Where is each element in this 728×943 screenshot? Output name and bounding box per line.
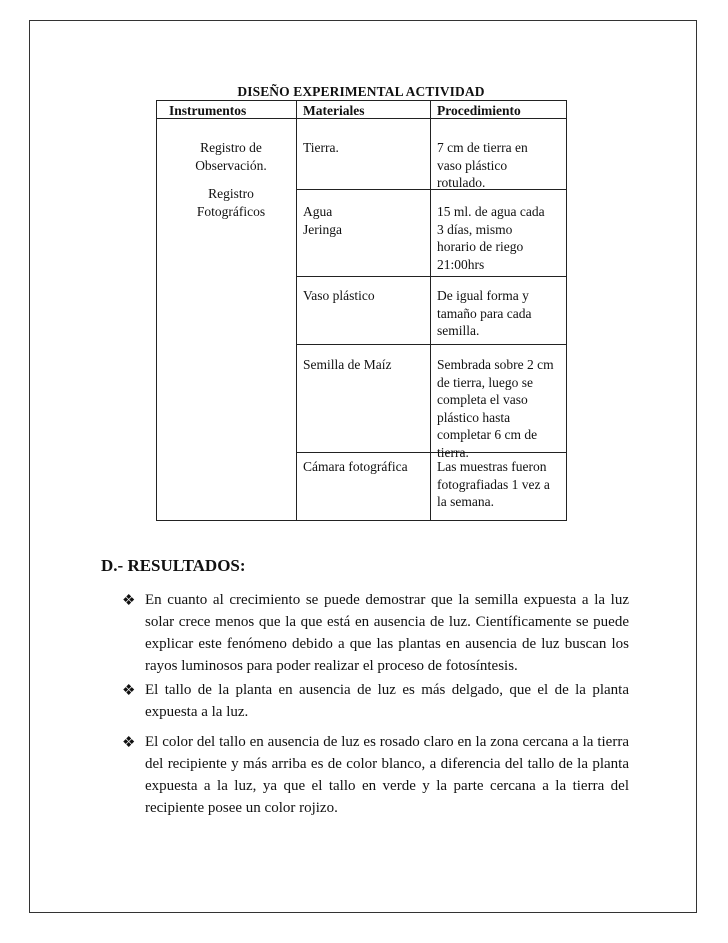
material-cell: Agua Jeringa — [303, 204, 342, 237]
resultados-item-text: El color del tallo en ausencia de luz es rosado claro en la zona cercana a la tierra del recipiente y más arriba es de color blanco, a diferencia del tallo de la planta expuesta a la luz, ya que el tallo en verde y la parte cercana a la tierra del recipiente posee un color rojizo. — [145, 734, 629, 816]
material-cell: Tierra. — [303, 140, 339, 155]
diamond-bullet-icon: ❖ — [122, 683, 136, 699]
table-title: DISEÑO EXPERIMENTAL ACTIVIDAD — [237, 84, 485, 99]
material-cell: Semilla de Maíz — [303, 357, 392, 372]
procedimiento-cell: 15 ml. de agua cada 3 días, mismo horario de riego 21:00hrs — [437, 204, 545, 272]
procedimiento-cell: Las muestras fueron fotografiadas 1 vez a la semana. — [437, 459, 550, 509]
instrumento-registro-fotografico: Registro Fotográficos — [196, 186, 266, 219]
instrumento-registro-observacion: Registro de Observación. — [195, 140, 267, 173]
procedimiento-cell: De igual forma y tamaño para cada semilla. — [437, 288, 532, 338]
procedimiento-cell: 7 cm de tierra en vaso plástico rotulado. — [437, 140, 528, 190]
resultados-item-text: El tallo de la planta en ausencia de luz es más delgado, que el de la planta expuesta a la luz. — [145, 682, 629, 720]
diamond-bullet-icon: ❖ — [122, 735, 136, 751]
experimental-design-table — [156, 100, 567, 521]
header-instrumentos: Instrumentos — [169, 103, 247, 118]
resultados-item — [122, 731, 629, 819]
procedimiento-cell: Sembrada sobre 2 cm de tierra, luego se completa el vaso plástico hasta completar 6 cm de tierra. — [437, 357, 554, 460]
row-divider — [296, 276, 566, 277]
resultados-item — [122, 679, 629, 723]
header-procedimiento: Procedimiento — [437, 103, 521, 118]
header-materiales: Materiales — [303, 103, 365, 118]
resultados-item-text: En cuanto al crecimiento se puede demostrar que la semilla expuesta a la luz solar crece menos que la que está en ausencia de luz. Científicamente se puede explicar este fenómeno debido a que las plantas en ausencia de luz buscan los rayos luminosos para poder realizar el proceso de fotosíntesis. — [145, 592, 629, 674]
material-cell: Vaso plástico — [303, 288, 375, 303]
row-divider — [296, 344, 566, 345]
material-cell: Cámara fotográfica — [303, 459, 408, 474]
column-divider — [430, 101, 431, 520]
resultados-heading: D.- RESULTADOS: — [101, 556, 246, 575]
diamond-bullet-icon: ❖ — [122, 593, 136, 609]
resultados-item — [122, 589, 629, 677]
column-divider — [296, 101, 297, 520]
